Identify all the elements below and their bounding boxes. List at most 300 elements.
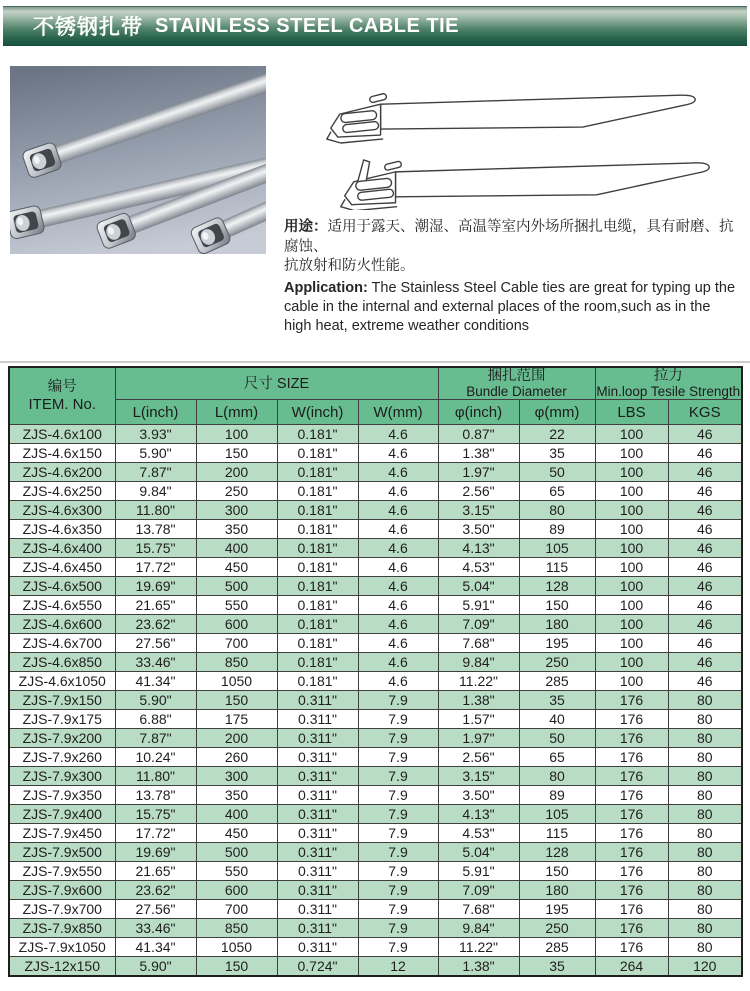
spec-value-cell: 176 (595, 748, 668, 767)
spec-value-cell: 7.9 (358, 767, 438, 786)
spec-value-cell: 15.75" (115, 805, 196, 824)
spec-value-cell: 4.6 (358, 653, 438, 672)
spec-value-cell: 46 (668, 653, 742, 672)
cable-tie-photo-image (10, 66, 266, 254)
col-header-l-inch: L(inch) (115, 400, 196, 425)
spec-value-cell: 150 (196, 444, 277, 463)
spec-value-cell: 4.6 (358, 520, 438, 539)
spec-value-cell: 11.80" (115, 501, 196, 520)
spec-value-cell: 200 (196, 729, 277, 748)
spec-value-cell: 5.90" (115, 444, 196, 463)
spec-value-cell: 100 (595, 558, 668, 577)
spec-value-cell: 7.9 (358, 729, 438, 748)
spec-value-cell: 10.24" (115, 748, 196, 767)
spec-value-cell: 35 (519, 444, 595, 463)
spec-value-cell: 176 (595, 767, 668, 786)
spec-value-cell: 4.6 (358, 558, 438, 577)
table-row (9, 558, 742, 577)
spec-value-cell: 0.311" (277, 862, 358, 881)
item-no-cell: ZJS-7.9x850 (9, 919, 115, 938)
spec-value-cell: 80 (668, 862, 742, 881)
table-row (9, 425, 742, 444)
col-header-dia-mm: φ(mm) (519, 400, 595, 425)
item-no-cell: ZJS-4.6x550 (9, 596, 115, 615)
spec-value-cell: 4.53" (438, 558, 519, 577)
col-header-item-no: 编号 ITEM. No. (9, 367, 115, 425)
spec-value-cell: 50 (519, 463, 595, 482)
spec-value-cell: 1.38" (438, 691, 519, 710)
table-row (9, 881, 742, 900)
spec-value-cell: 400 (196, 539, 277, 558)
spec-value-cell: 1050 (196, 672, 277, 691)
spec-value-cell: 80 (668, 767, 742, 786)
spec-value-cell: 100 (595, 501, 668, 520)
spec-value-cell: 100 (595, 596, 668, 615)
spec-value-cell: 7.9 (358, 824, 438, 843)
spec-value-cell: 80 (668, 843, 742, 862)
spec-value-cell: 176 (595, 729, 668, 748)
spec-value-cell: 100 (595, 615, 668, 634)
spec-value-cell: 100 (595, 444, 668, 463)
spec-value-cell: 100 (595, 425, 668, 444)
spec-value-cell: 46 (668, 634, 742, 653)
spec-value-cell: 0.311" (277, 710, 358, 729)
item-no-cell: ZJS-7.9x260 (9, 748, 115, 767)
page-title-en: STAINLESS STEEL CABLE TIE (155, 14, 460, 37)
title-bar (3, 6, 747, 46)
spec-value-cell: 80 (668, 824, 742, 843)
spec-value-cell: 0.181" (277, 444, 358, 463)
spec-value-cell: 0.311" (277, 900, 358, 919)
spec-value-cell: 17.72" (115, 558, 196, 577)
usage-text-zh-line1: 适用于露天、潮湿、高温等室内外场所捆扎电缆，具有耐磨、抗腐蚀、 (284, 219, 734, 255)
spec-value-cell: 6.88" (115, 710, 196, 729)
col-header-strength: 拉力 Min.loop Tesile Strength (596, 368, 741, 400)
table-row (9, 444, 742, 463)
spec-value-cell: 41.34" (115, 938, 196, 957)
spec-value-cell: 80 (668, 919, 742, 938)
spec-value-cell: 250 (196, 482, 277, 501)
spec-value-cell: 7.9 (358, 900, 438, 919)
col-header-bundle-diameter: 捆扎范围 Bundle Diameter (438, 367, 595, 400)
spec-value-cell: 9.84" (438, 919, 519, 938)
spec-value-cell: 176 (595, 919, 668, 938)
spec-value-cell: 80 (668, 691, 742, 710)
spec-value-cell: 105 (519, 805, 595, 824)
table-row (9, 463, 742, 482)
spec-value-cell: 100 (595, 577, 668, 596)
spec-value-cell: 80 (668, 805, 742, 824)
table-row (9, 919, 742, 938)
spec-value-cell: 17.72" (115, 824, 196, 843)
spec-value-cell: 0.311" (277, 881, 358, 900)
spec-value-cell: 100 (595, 463, 668, 482)
spec-value-cell: 0.87" (438, 425, 519, 444)
spec-value-cell: 2.56" (438, 482, 519, 501)
item-no-cell: ZJS-4.6x1050 (9, 672, 115, 691)
table-row (9, 957, 742, 976)
spec-value-cell: 100 (595, 634, 668, 653)
col-header-dia-inch: φ(inch) (438, 400, 519, 425)
spec-value-cell: 176 (595, 900, 668, 919)
application-paragraph-en (284, 279, 738, 336)
usage-label-zh: 用途： (284, 219, 328, 235)
spec-value-cell: 176 (595, 805, 668, 824)
spec-value-cell: 600 (196, 881, 277, 900)
table-row (9, 672, 742, 691)
spec-value-cell: 7.9 (358, 919, 438, 938)
item-no-cell: ZJS-4.6x850 (9, 653, 115, 672)
item-no-cell: ZJS-7.9x550 (9, 862, 115, 881)
col-header-l-mm: L(mm) (196, 400, 277, 425)
spec-value-cell: 0.181" (277, 672, 358, 691)
spec-value-cell: 700 (196, 900, 277, 919)
spec-value-cell: 250 (519, 919, 595, 938)
spec-value-cell: 150 (519, 596, 595, 615)
item-no-cell: ZJS-7.9x300 (9, 767, 115, 786)
spec-value-cell: 500 (196, 843, 277, 862)
spec-value-cell: 89 (519, 520, 595, 539)
spec-value-cell: 200 (196, 463, 277, 482)
table-row (9, 653, 742, 672)
spec-value-cell: 5.04" (438, 843, 519, 862)
spec-value-cell: 80 (668, 748, 742, 767)
spec-value-cell: 11.22" (438, 938, 519, 957)
spec-value-cell: 4.13" (438, 539, 519, 558)
table-row (9, 539, 742, 558)
spec-value-cell: 41.34" (115, 672, 196, 691)
spec-value-cell: 22 (519, 425, 595, 444)
spec-table-header (9, 367, 742, 425)
spec-value-cell: 5.91" (438, 596, 519, 615)
spec-value-cell: 850 (196, 919, 277, 938)
spec-value-cell: 5.90" (115, 691, 196, 710)
spec-value-cell: 195 (519, 634, 595, 653)
spec-value-cell: 0.181" (277, 482, 358, 501)
spec-value-cell: 3.15" (438, 501, 519, 520)
spec-value-cell: 176 (595, 881, 668, 900)
spec-value-cell: 5.90" (115, 957, 196, 976)
item-no-cell: ZJS-4.6x250 (9, 482, 115, 501)
spec-value-cell: 0.181" (277, 558, 358, 577)
spec-value-cell: 4.6 (358, 501, 438, 520)
spec-value-cell: 176 (595, 843, 668, 862)
spec-value-cell: 40 (519, 710, 595, 729)
spec-value-cell: 100 (196, 425, 277, 444)
spec-value-cell: 850 (196, 653, 277, 672)
spec-value-cell: 285 (519, 938, 595, 957)
spec-value-cell: 150 (196, 957, 277, 976)
table-row (9, 862, 742, 881)
spec-value-cell: 0.311" (277, 786, 358, 805)
spec-value-cell: 7.9 (358, 843, 438, 862)
spec-value-cell: 400 (196, 805, 277, 824)
col-header-w-inch: W(inch) (277, 400, 358, 425)
spec-value-cell: 350 (196, 786, 277, 805)
item-no-cell: ZJS-4.6x150 (9, 444, 115, 463)
spec-value-cell: 23.62" (115, 615, 196, 634)
item-no-cell: ZJS-4.6x200 (9, 463, 115, 482)
item-no-cell: ZJS-7.9x175 (9, 710, 115, 729)
spec-value-cell: 450 (196, 824, 277, 843)
spec-value-cell: 176 (595, 786, 668, 805)
table-row (9, 520, 742, 539)
spec-value-cell: 46 (668, 558, 742, 577)
spec-value-cell: 128 (519, 843, 595, 862)
spec-value-cell: 100 (595, 672, 668, 691)
spec-value-cell: 13.78" (115, 786, 196, 805)
spec-value-cell: 195 (519, 900, 595, 919)
item-no-cell: ZJS-4.6x600 (9, 615, 115, 634)
table-row (9, 805, 742, 824)
spec-value-cell: 80 (668, 881, 742, 900)
spec-value-cell: 7.9 (358, 786, 438, 805)
item-no-cell: ZJS-7.9x400 (9, 805, 115, 824)
spec-value-cell: 1.57" (438, 710, 519, 729)
item-no-cell: ZJS-4.6x300 (9, 501, 115, 520)
spec-value-cell: 176 (595, 710, 668, 729)
spec-value-cell: 0.181" (277, 615, 358, 634)
spec-value-cell: 0.181" (277, 653, 358, 672)
item-no-cell: ZJS-4.6x400 (9, 539, 115, 558)
item-no-cell: ZJS-7.9x350 (9, 786, 115, 805)
spec-value-cell: 7.9 (358, 710, 438, 729)
spec-value-cell: 13.78" (115, 520, 196, 539)
spec-value-cell: 4.6 (358, 577, 438, 596)
spec-value-cell: 4.6 (358, 672, 438, 691)
table-row (9, 482, 742, 501)
spec-value-cell: 80 (668, 938, 742, 957)
item-no-cell: ZJS-7.9x450 (9, 824, 115, 843)
spec-value-cell: 4.13" (438, 805, 519, 824)
spec-table (8, 366, 743, 977)
spec-value-cell: 0.311" (277, 691, 358, 710)
spec-value-cell: 350 (196, 520, 277, 539)
spec-value-cell: 7.09" (438, 881, 519, 900)
spec-value-cell: 35 (519, 957, 595, 976)
spec-value-cell: 4.6 (358, 444, 438, 463)
spec-value-cell: 46 (668, 520, 742, 539)
spec-value-cell: 0.181" (277, 539, 358, 558)
spec-value-cell: 11.80" (115, 767, 196, 786)
spec-value-cell: 0.311" (277, 767, 358, 786)
spec-value-cell: 80 (668, 729, 742, 748)
table-row (9, 786, 742, 805)
spec-value-cell: 80 (519, 501, 595, 520)
table-row (9, 577, 742, 596)
spec-value-cell: 7.9 (358, 862, 438, 881)
spec-value-cell: 80 (668, 786, 742, 805)
spec-value-cell: 100 (595, 539, 668, 558)
spec-value-cell: 180 (519, 881, 595, 900)
application-text: The Stainless Steel Cable ties are great for typing up the cable in the internal and external places of the room,such as in the high heat, extreme weather conditions (284, 279, 736, 334)
table-row (9, 729, 742, 748)
item-no-cell: ZJS-7.9x600 (9, 881, 115, 900)
spec-value-cell: 9.84" (438, 653, 519, 672)
spec-value-cell: 4.6 (358, 634, 438, 653)
spec-value-cell: 176 (595, 824, 668, 843)
item-no-cell: ZJS-4.6x700 (9, 634, 115, 653)
divider-rule (0, 361, 750, 363)
table-row (9, 748, 742, 767)
spec-value-cell: 46 (668, 501, 742, 520)
application-label: Application: (284, 279, 368, 296)
spec-value-cell: 33.46" (115, 653, 196, 672)
table-row (9, 900, 742, 919)
spec-value-cell: 1.97" (438, 729, 519, 748)
spec-value-cell: 250 (519, 653, 595, 672)
spec-value-cell: 0.181" (277, 596, 358, 615)
spec-value-cell: 0.724" (277, 957, 358, 976)
spec-value-cell: 11.22" (438, 672, 519, 691)
spec-value-cell: 46 (668, 425, 742, 444)
spec-value-cell: 150 (519, 862, 595, 881)
spec-value-cell: 175 (196, 710, 277, 729)
item-no-cell: ZJS-7.9x1050 (9, 938, 115, 957)
spec-value-cell: 33.46" (115, 919, 196, 938)
table-row (9, 710, 742, 729)
spec-value-cell: 27.56" (115, 634, 196, 653)
spec-value-cell: 7.9 (358, 881, 438, 900)
spec-value-cell: 128 (519, 577, 595, 596)
spec-value-cell: 46 (668, 596, 742, 615)
spec-value-cell: 0.311" (277, 938, 358, 957)
spec-value-cell: 0.311" (277, 805, 358, 824)
spec-value-cell: 4.6 (358, 615, 438, 634)
spec-value-cell: 7.87" (115, 463, 196, 482)
item-no-cell: ZJS-7.9x700 (9, 900, 115, 919)
spec-value-cell: 19.69" (115, 577, 196, 596)
spec-value-cell: 50 (519, 729, 595, 748)
table-row (9, 615, 742, 634)
spec-value-cell: 7.87" (115, 729, 196, 748)
table-row (9, 843, 742, 862)
table-row (9, 691, 742, 710)
spec-value-cell: 3.15" (438, 767, 519, 786)
spec-value-cell: 4.6 (358, 539, 438, 558)
spec-value-cell: 100 (595, 520, 668, 539)
spec-value-cell: 4.6 (358, 482, 438, 501)
cable-tie-drawing-1 (327, 93, 695, 143)
spec-value-cell: 0.181" (277, 463, 358, 482)
usage-text-zh-line2: 抗放射和防火性能。 (284, 258, 415, 275)
item-no-cell: ZJS-4.6x450 (9, 558, 115, 577)
spec-value-cell: 115 (519, 558, 595, 577)
spec-value-cell: 0.181" (277, 577, 358, 596)
spec-value-cell: 1.97" (438, 463, 519, 482)
spec-value-cell: 4.6 (358, 463, 438, 482)
spec-value-cell: 0.311" (277, 729, 358, 748)
spec-value-cell: 0.311" (277, 919, 358, 938)
spec-value-cell: 600 (196, 615, 277, 634)
spec-value-cell: 300 (196, 767, 277, 786)
spec-value-cell: 100 (595, 653, 668, 672)
application-text-block (284, 218, 742, 336)
spec-value-cell: 46 (668, 482, 742, 501)
spec-value-cell: 7.68" (438, 900, 519, 919)
spec-value-cell: 0.181" (277, 501, 358, 520)
spec-value-cell: 7.9 (358, 805, 438, 824)
spec-value-cell: 0.311" (277, 843, 358, 862)
spec-value-cell: 80 (668, 710, 742, 729)
spec-value-cell: 35 (519, 691, 595, 710)
cable-tie-photo (10, 66, 266, 254)
item-no-cell: ZJS-4.6x500 (9, 577, 115, 596)
spec-value-cell: 21.65" (115, 862, 196, 881)
table-row (9, 501, 742, 520)
product-info-column (284, 66, 742, 336)
spec-value-cell: 5.04" (438, 577, 519, 596)
spec-value-cell: 3.93" (115, 425, 196, 444)
spec-value-cell: 12 (358, 957, 438, 976)
col-header-lbs: LBS (595, 400, 668, 425)
spec-value-cell: 65 (519, 482, 595, 501)
spec-value-cell: 550 (196, 862, 277, 881)
spec-value-cell: 46 (668, 539, 742, 558)
spec-value-cell: 150 (196, 691, 277, 710)
spec-table-body (9, 425, 742, 976)
spec-value-cell: 7.9 (358, 938, 438, 957)
item-no-cell: ZJS-7.9x500 (9, 843, 115, 862)
spec-value-cell: 46 (668, 463, 742, 482)
spec-value-cell: 450 (196, 558, 277, 577)
spec-value-cell: 89 (519, 786, 595, 805)
spec-value-cell: 5.91" (438, 862, 519, 881)
spec-value-cell: 1.38" (438, 444, 519, 463)
spec-value-cell: 0.181" (277, 634, 358, 653)
spec-value-cell: 7.68" (438, 634, 519, 653)
spec-value-cell: 46 (668, 444, 742, 463)
spec-value-cell: 4.6 (358, 596, 438, 615)
spec-value-cell: 100 (595, 482, 668, 501)
spec-value-cell: 3.50" (438, 520, 519, 539)
spec-value-cell: 264 (595, 957, 668, 976)
col-header-w-mm: W(mm) (358, 400, 438, 425)
col-header-size: 尺寸 SIZE (115, 367, 438, 400)
spec-value-cell: 0.311" (277, 748, 358, 767)
item-no-cell: ZJS-12x150 (9, 957, 115, 976)
spec-value-cell: 260 (196, 748, 277, 767)
item-no-cell: ZJS-7.9x200 (9, 729, 115, 748)
spec-value-cell: 19.69" (115, 843, 196, 862)
spec-value-cell: 9.84" (115, 482, 196, 501)
spec-value-cell: 105 (519, 539, 595, 558)
table-row (9, 824, 742, 843)
cable-tie-drawing-2 (341, 160, 709, 210)
spec-value-cell: 0.181" (277, 425, 358, 444)
cable-tie-line-drawings (284, 78, 742, 210)
spec-value-cell: 2.56" (438, 748, 519, 767)
item-no-cell: ZJS-7.9x150 (9, 691, 115, 710)
spec-value-cell: 15.75" (115, 539, 196, 558)
table-row (9, 596, 742, 615)
item-no-cell: ZJS-4.6x100 (9, 425, 115, 444)
spec-value-cell: 550 (196, 596, 277, 615)
spec-value-cell: 7.9 (358, 748, 438, 767)
spec-value-cell: 700 (196, 634, 277, 653)
spec-value-cell: 285 (519, 672, 595, 691)
table-row (9, 767, 742, 786)
spec-value-cell: 65 (519, 748, 595, 767)
spec-value-cell: 300 (196, 501, 277, 520)
spec-value-cell: 7.09" (438, 615, 519, 634)
spec-value-cell: 27.56" (115, 900, 196, 919)
spec-value-cell: 1.38" (438, 957, 519, 976)
catalog-page (0, 6, 750, 977)
spec-value-cell: 176 (595, 938, 668, 957)
spec-value-cell: 7.9 (358, 691, 438, 710)
table-row (9, 634, 742, 653)
